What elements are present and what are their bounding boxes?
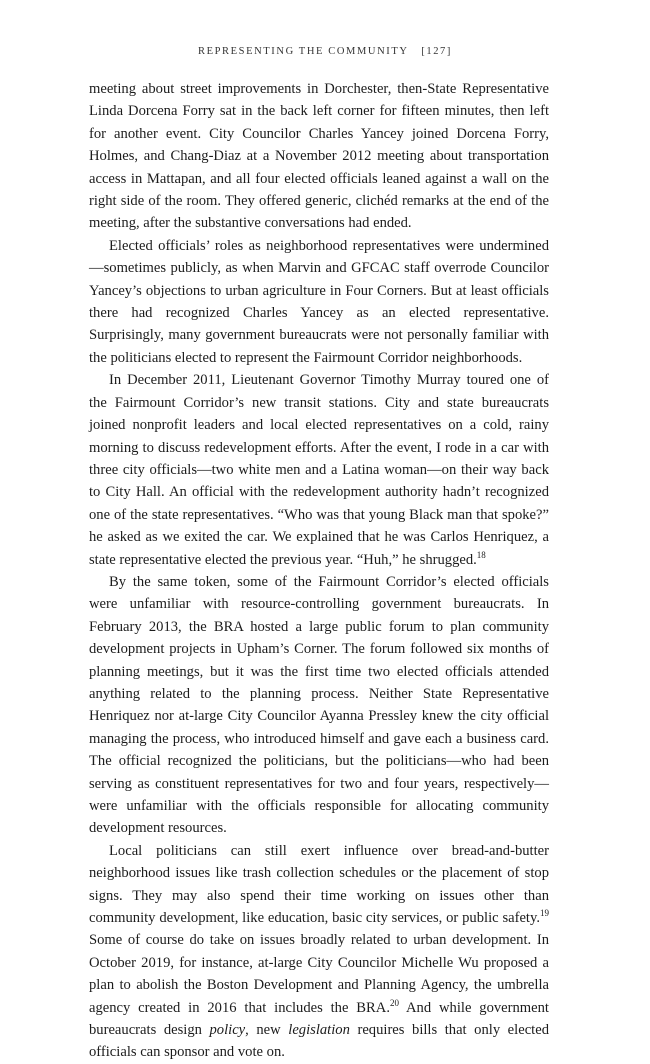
paragraph-5-text-c: And while government bureaucrats design [89,999,549,1039]
paragraph-4: By the same token, some of the Fairmount Corridor’s elected officials were unfamiliar with resource-controlling government bureaucrats. In February 2013, the BRA hosted a large public forum to plan community development projects in Upham’s Corner. The forum followed six months of planning meetings, but it was the first time two elected officials attended anything related to the planning process. Neither State Representative Henriquez nor at-large City Councilor Ayanna Pressley knew the city official managing the process, who introduced himself and gave each a business card. The official recognized the politicians, but the politicians—who had been serving as constituent representatives for two and four years, respectively—were unfamiliar with the officials responsible for allocating community development resources. [89,573,549,837]
paragraph-5-text-d: , new [245,1022,289,1039]
paragraph-3 [89,369,549,571]
body-text [89,78,549,1064]
paragraph-3-text: In December 2011, Lieutenant Governor Timothy Murray toured one of the Fairmount Corridor’s new transit stations. City and state bureaucrats joined nonprofit leaders and local elected representatives on a cold, rainy morning to discuss redevelopment efforts. After the event, I rode in a car with three city officials—two white men and a Latina woman—on their way back to City Hall. An official with the redevelopment authority hadn’t recognized one of the state representatives. “Who was that young Black man that spoke?” he asked as we exited the car. We explained that he was Carlos Henriquez, a state representative elected the previous year. “Huh,” he shrugged. [89,372,549,568]
paragraph-5 [89,840,549,1064]
paragraph-2: Elected officials’ roles as neighborhood representatives were undermined—sometimes publicly, as when Marvin and GFCAC staff overrode Councilor Yancey’s objections to urban agriculture in Four Corners. But at least officials there had recognized Charles Yancey as an elected representative. Surprisingly, many government bureaucrats were not personally familiar with the politicians elected to represent the Fairmount Corridor neighborhoods. [89,237,549,366]
emphasis-policy: policy [209,1022,246,1039]
footnote-ref-20: 20 [389,997,399,1008]
paragraph-1: meeting about street improvements in Dorchester, then-State Representative Linda Dorcena Forry sat in the back left corner for fifteen minutes, then left for another event. City Councilor Charles Yancey joined Dorcena Forry, Holmes, and Chang-Diaz at a November 2012 meeting about transportation access in Mattapan, and all four elected officials leaned against a wall on the right side of the room. They offered generic, clichéd remarks at the end of the meeting, after the substantive conversations had ended. [89,81,549,232]
page-number: [127] [421,46,452,57]
footnote-ref-18: 18 [476,549,486,560]
running-header [0,46,650,57]
running-title: REPRESENTING THE COMMUNITY [197,46,409,57]
footnote-ref-19: 19 [540,908,549,919]
paragraph-5-text-a: Local politicians can still exert influence over bread-and-butter neighborhood issues like trash collection schedules or the placement of stop signs. They may also spend their time working on issues other than community development, like education, basic city services, or public safety. [89,842,549,927]
emphasis-legislation: legislation [288,1022,350,1039]
paragraph-5-text-b: Some of course do take on issues broadly related to urban development. In October 2019, for instance, at-large City Councilor Michelle Wu proposed a plan to abolish the Boston Development and Planning Agency, the umbrella agency created in 2016 that includes the BRA. [89,932,549,1016]
paragraph-5-text-e: requires bills that only elected officials can sponsor and vote on. [89,1022,550,1061]
